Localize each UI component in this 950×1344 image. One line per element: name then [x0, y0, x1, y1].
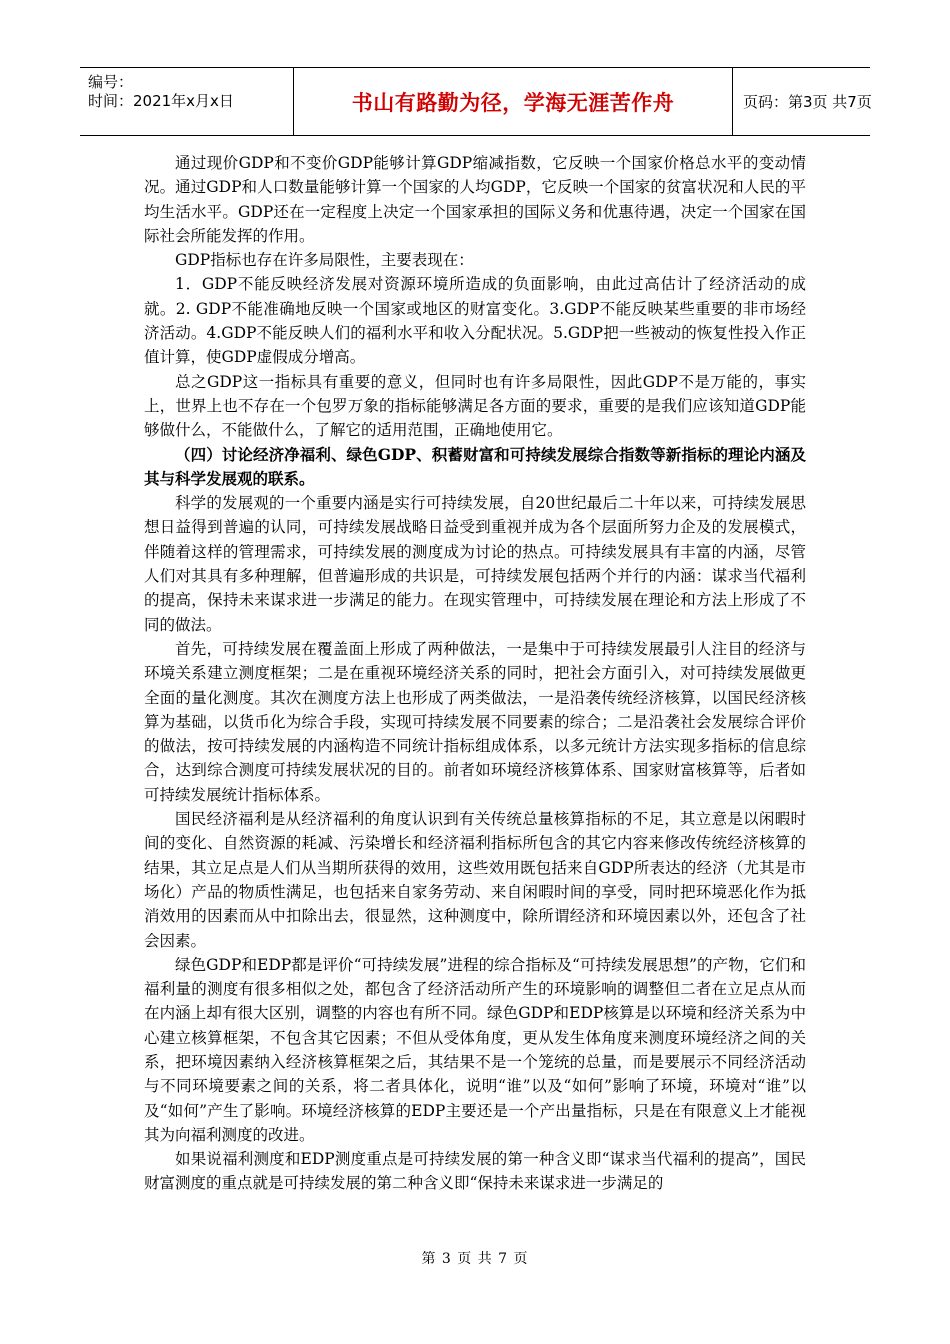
serial-label: 编号： [88, 73, 134, 91]
page-header [80, 67, 870, 136]
page-footer: 第 3 页 共 7 页 [421, 1251, 529, 1267]
header-page-number: 页码：第3页 共7页 [743, 93, 872, 111]
paragraph-gdp-limitations-list: 1．GDP不能反映经济发展对资源环境所造成的负面影响，由此过高估计了经济活动的成就。2. GDP不能准确地反映一个国家或地区的财富变化。3.GDP不能反映某些重要的非市场经济活动。4.GDP不能反映人们的福利水平和收入分配状况。5.GDP把一些被动的恢复性投入作正值计算，使GDP虚假成分增高。 [144, 275, 806, 367]
paragraph-gdp-deflator: 通过现价GDP和不变价GDP能够计算GDP缩减指数，它反映一个国家价格总水平的变动情况。通过GDP和人口数量能够计算一个国家的人均GDP，它反映一个国家的贫富状况和人民的平均生活水平。GDP还在一定程度上决定一个国家承担的国际义务和优惠待遇，决定一个国家在国际社会所能发挥的作用。 [144, 154, 806, 245]
paragraph-gdp-limitations-intro: GDP指标也存在许多局限性，主要表现在： [175, 251, 474, 270]
header-meta [80, 68, 293, 135]
paragraph-green-gdp-edp: 绿色GDP和EDP都是评价“可持续发展”进程的综合指标及“可持续发展思想”的产物，它们和福利量的测度有很多相似之处，都包含了经济活动所产生的环境影响的调整但二者在立足点从而在内涵上却有很大区别，调整的内容也有所不同。绿色GDP和EDP核算是以环境和经济关系为中心建立核算框架，不包含其它因素；不但从受体角度，更从发生体角度来测度环境经济之间的关系，把环境因素纳入经济核算框架之后，其结果不是一个笼统的总量，而是要展示不同经济活动与不同环境要素之间的关系，将二者具体化，说明“谁”以及“如何”影响了环境，环境对“谁”以及“如何”产生了影响。环境经济核算的EDP主要还是一个产出量指标，只是在有限意义上才能视其为向福利测度的改进。 [144, 955, 806, 1144]
header-motto: 书山有路勤为径，学海无涯苦作舟 [293, 68, 733, 135]
section-heading: （四）讨论经济净福利、绿色GDP、积蓄财富和可持续发展综合指数等新指标的理论内涵及其与科学发展观的联系。 [144, 444, 806, 488]
document-body [144, 151, 806, 1196]
paragraph-gdp-summary: 总之GDP这一指标具有重要的意义，但同时也有许多局限性，因此GDP不是万能的，事实上，世界上也不存在一个包罗万象的指标能够满足各方面的要求，重要的是我们应该知道GDP能够做什么，不能做什么，了解它的适用范围，正确地使用它。 [144, 372, 806, 440]
paragraph-economic-welfare: 国民经济福利是从经济福利的角度认识到有关传统总量核算指标的不足，其立意是以闲暇时间的变化、自然资源的耗减、污染增长和经济福利指标所包含的其它内容来修改传统经济核算的结果，其立足点是人们从当期所获得的效用，这些效用既包括来自GDP所表达的经济（尤其是市场化）产品的物质性满足，也包括来自家务劳动、来自闲暇时间的享受，同时把环境恶化作为抵消效用的因素而从中扣除出去，很显然，这种测度中，除所谓经济和环境因素以外，还包含了社会因素。 [144, 810, 806, 950]
paragraph-sustainable-development: 科学的发展观的一个重要内涵是实行可持续发展，自20世纪最后二十年以来，可持续发展思想日益得到普遍的认同，可持续发展战略日益受到重视并成为各个层面所努力企及的发展模式，伴随着这样的管理需求，可持续发展的测度成为讨论的热点。可持续发展具有丰富的内涵，尽管人们对其具有多种理解，但普遍形成的共识是，可持续发展包括两个并行的内涵：谋求当代福利的提高，保持未来谋求进一步满足的能力。在现实管理中，可持续发展在理论和方法上形成了不同的做法。 [144, 494, 806, 634]
paragraph-national-wealth: 如果说福利测度和EDP测度重点是可持续发展的第一种含义即“谋求当代福利的提高”，国民财富测度的重点就是可持续发展的第二种含义即“保持未来谋求进一步满足的 [144, 1150, 806, 1193]
date-label: 时间：2021年x月x日 [88, 92, 234, 110]
paragraph-measurement-approaches: 首先，可持续发展在覆盖面上形成了两种做法，一是集中于可持续发展最引人注目的经济与环境关系建立测度框架；二是在重视环境经济关系的同时，把社会方面引入，对可持续发展做更全面的量化测度。其次在测度方法上也形成了两类做法，一是沿袭传统经济核算，以国民经济核算为基础，以货币化为综合手段，实现可持续发展不同要素的综合；二是沿袭社会发展综合评价的做法，按可持续发展的内涵构造不同统计指标组成体系，以多元统计方法实现多指标的信息综合，达到综合测度可持续发展状况的目的。前者如环境经济核算体系、国家财富核算等，后者如可持续发展统计指标体系。 [144, 639, 806, 804]
